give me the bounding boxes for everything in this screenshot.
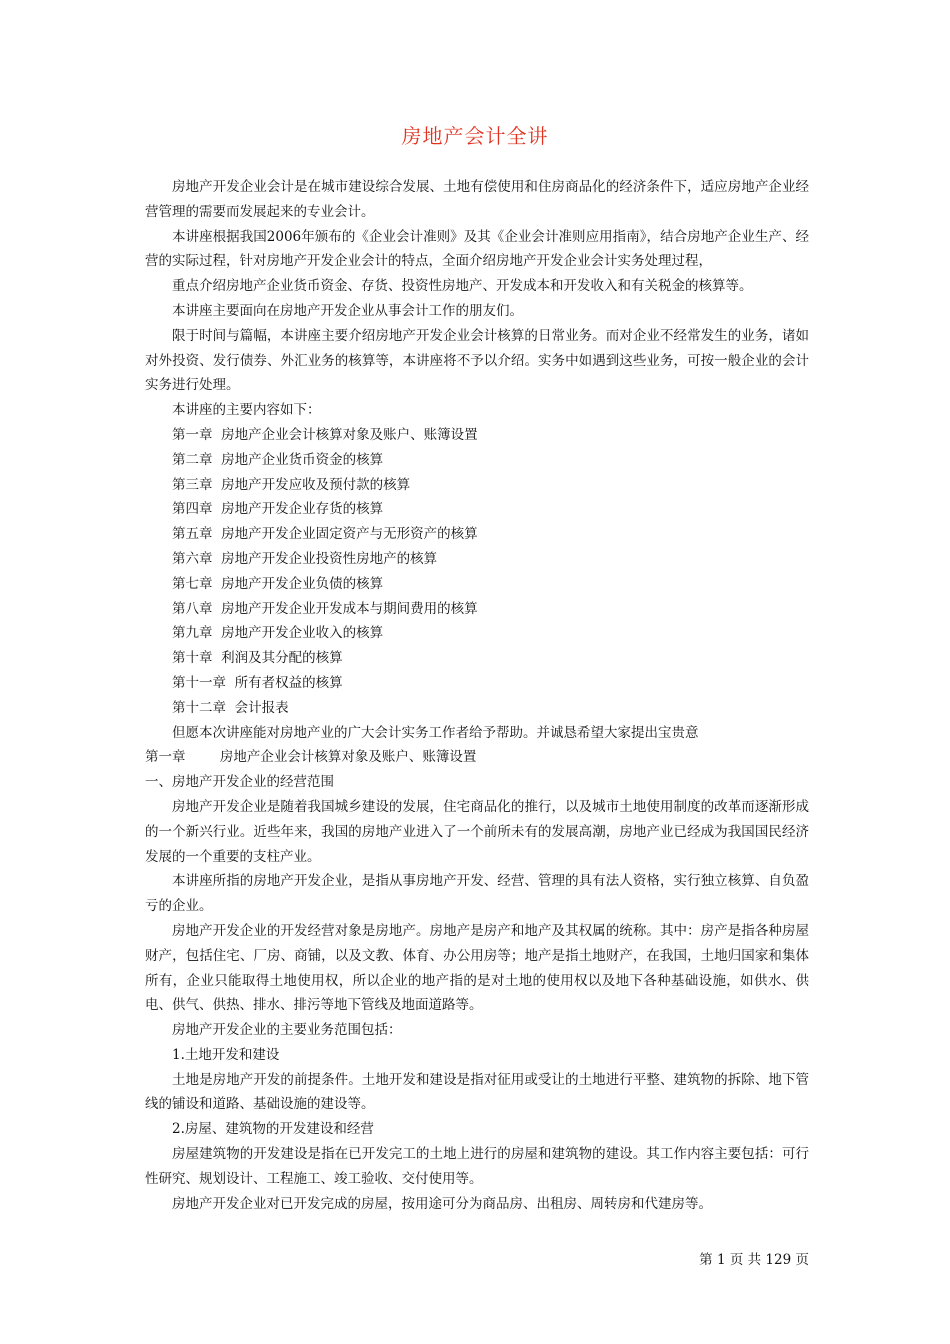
toc-item: 第三章 房地产开发应收及预付款的核算	[172, 476, 411, 493]
toc-item: 第四章 房地产开发企业存货的核算	[172, 501, 384, 518]
item-paragraph: 土地是房地产开发的前提条件。土地开发和建设是指对征用或受让的土地进行平整、建筑物的拆除、地下管线的铺设和道路、基础设施的建设等。	[145, 1071, 809, 1113]
toc-item: 第五章 房地产开发企业固定资产与无形资产的核算	[172, 526, 478, 543]
closing-paragraph: 但愿本次讲座能对房地产业的广大会计实务工作者给予帮助。并诚恳希望大家提出宝贵意	[172, 724, 699, 741]
item-paragraph: 房屋建筑物的开发建设是指在已开发完工的土地上进行的房屋和建筑物的建设。其工作内容主要包括：可行性研究、规划设计、工程施工、竣工验收、交付使用等。	[145, 1146, 809, 1187]
toc-item: 第七章 房地产开发企业负债的核算	[172, 575, 384, 592]
item-paragraph: 房地产开发企业对已开发完成的房屋，按用途可分为商品房、出租房、周转房和代建房等。	[172, 1195, 712, 1212]
toc-item: 第二章 房地产企业货币资金的核算	[172, 451, 384, 468]
intro-paragraph: 本讲座主要面向在房地产开发企业从事会计工作的朋友们。	[172, 302, 523, 319]
toc-item: 第六章 房地产开发企业投资性房地产的核算	[172, 550, 438, 567]
intro-paragraph: 房地产开发企业会计是在城市建设综合发展、土地有偿使用和住房商品化的经济条件下，适应房地产企业经营管理的需要而发展起来的专业会计。	[145, 179, 809, 220]
intro-paragraph: 限于时间与篇幅，本讲座主要介绍房地产开发企业会计核算的日常业务。而对企业不经常发生的业务，诸如对外投资、发行债券、外汇业务的核算等，本讲座将不予以介绍。实务中如遇到这些业务，可按一般企业的会计实务进行处理。	[145, 327, 809, 394]
chapter-heading: 第一章 房地产企业会计核算对象及账户、账簿设置	[145, 749, 477, 766]
intro-paragraph: 本讲座的主要内容如下：	[172, 402, 321, 419]
intro-paragraph: 本讲座根据我国2006年颁布的《企业会计准则》及其《企业会计准则应用指南》，结合房地产企业生产、经营的实际过程，针对房地产开发企业会计的特点，全面介绍房地产开发企业会计实务处理过程，	[145, 228, 809, 270]
section-paragraph: 房地产开发企业的主要业务范围包括：	[172, 1022, 402, 1039]
section-paragraph: 房地产开发企业的开发经营对象是房地产。房地产是房产和地产及其权属的统称。其中：房产是指各种房屋财产，包括住宅、厂房、商铺，以及文教、体育、办公用房等；地产是指土地财产，在我国，土地归国家和集体所有，企业只能取得土地使用权，所以企业的地产指的是对土地的使用权以及地下各种基础设施，如供水、供电、供气、供热、排水、排污等地下管线及地面道路等。	[145, 922, 809, 1014]
toc-item: 第十章 利润及其分配的核算	[172, 650, 343, 667]
section-paragraph: 房地产开发企业是随着我国城乡建设的发展，住宅商品化的推行，以及城市土地使用制度的改革而逐渐形成的一个新兴行业。近些年来，我国的房地产业进入了一个前所未有的发展高潮，房地产业已经成为我国国民经济发展的一个重要的支柱产业。	[145, 798, 809, 865]
document-body	[145, 175, 809, 1216]
item-heading: 2.房屋、建筑物的开发建设和经营	[172, 1121, 374, 1138]
toc-item: 第九章 房地产开发企业收入的核算	[172, 625, 384, 642]
section-paragraph: 本讲座所指的房地产开发企业，是指从事房地产开发、经营、管理的具有法人资格，实行独立核算、自负盈亏的企业。	[145, 873, 809, 915]
page-number-footer: 第 1 页 共 129 页	[699, 1252, 809, 1268]
toc-item: 第八章 房地产开发企业开发成本与期间费用的核算	[172, 600, 478, 617]
document-title: 房地产会计全讲	[401, 124, 549, 148]
toc-item: 第十二章 会计报表	[172, 699, 289, 716]
item-heading: 1.土地开发和建设	[172, 1046, 280, 1063]
section-heading: 一、房地产开发企业的经营范围	[145, 774, 334, 791]
intro-paragraph: 重点介绍房地产企业货币资金、存货、投资性房地产、开发成本和开发收入和有关税金的核算等。	[172, 278, 753, 295]
toc-item: 第十一章 所有者权益的核算	[172, 674, 343, 691]
toc-item: 第一章 房地产企业会计核算对象及账户、账簿设置	[172, 426, 478, 443]
